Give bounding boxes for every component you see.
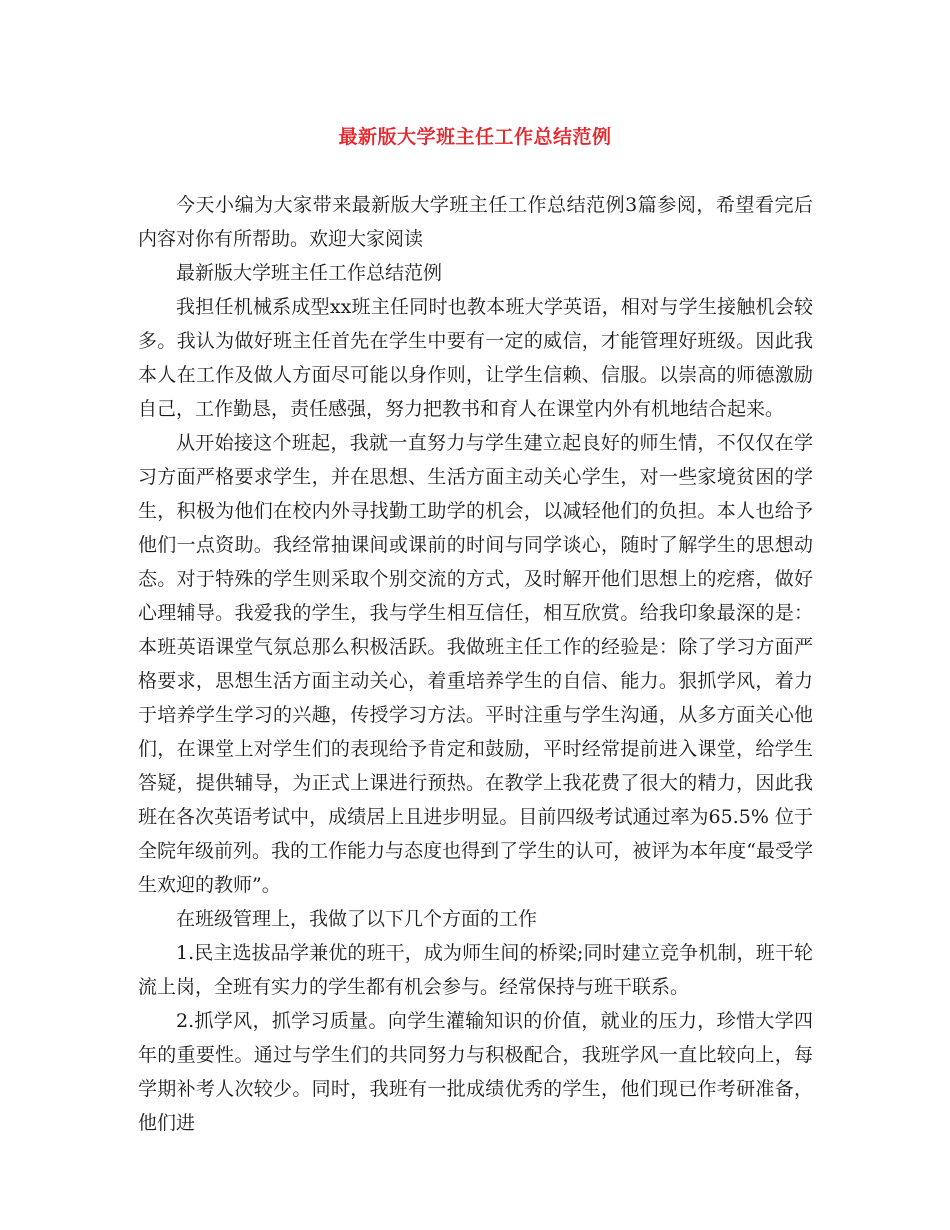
section-heading: 最新版大学班主任工作总结范例 (176, 262, 443, 284)
list-item-paragraph: 2.抓学风，抓学习质量。向学生灌输知识的价值，就业的压力，珍惜大学四年的重要性。通过与学生们的共同努力与积极配合，我班学风一直比较向上，每学期补考人次较少。同时，我班有一批成绩优秀的学生，他们现已作考研准备，他们进 (138, 1010, 813, 1134)
body-paragraph: 从开始接这个班起，我就一直努力与学生建立起良好的师生情，不仅仅在学习方面严格要求学生，并在思想、生活方面主动关心学生，对一些家境贫困的学生，积极为他们在校内外寻找勤工助学的机会，以减轻他们的负担。本人也给予他们一点资助。我经常抽课间或课前的时间与同学谈心，随时了解学生的思想动态。对于特殊的学生则采取个别交流的方式，及时解开他们思想上的疙瘩，做好心理辅导。我爱我的学生，我与学生相互信任，相互欣赏。给我印象最深的是：本班英语课堂气氛总那么积极活跃。我做班主任工作的经验是：除了学习方面严格要求，思想生活方面主动关心，着重培养学生的自信、能力。狠抓学风，着力于培养学生学习的兴趣，传授学习方法。平时注重与学生沟通，从多方面关心他们，在课堂上对学生们的表现给予肯定和鼓励，平时经常提前进入课堂，给学生答疑，提供辅导，为正式上课进行预热。在教学上我花费了很大的精力，因此我班在各次英语考试中，成绩居上且进步明显。目前四级考试通过率为65.5% 位于全院年级前列。我的工作能力与态度也得到了学生的认可，被评为本年度“最受学生欢迎的教师”。 (138, 432, 813, 896)
body-paragraph: 我担任机械系成型xx班主任同时也教本班大学英语，相对与学生接触机会较多。我认为做好班主任首先在学生中要有一定的威信，才能管理好班级。因此我本人在工作及做人方面尽可能以身作则，让学生信赖、信服。以崇高的师德激励自己，工作勤恳，责任感强，努力把教书和育人在课堂内外有机地结合起来。 (138, 296, 813, 420)
body-paragraph: 在班级管理上，我做了以下几个方面的工作 (176, 908, 538, 930)
intro-paragraph: 今天小编为大家带来最新版大学班主任工作总结范例3篇参阅，希望看完后内容对你有所帮助。欢迎大家阅读 (138, 194, 813, 250)
document-body (138, 188, 813, 1140)
list-item-paragraph: 1.民主选拔品学兼优的班干，成为师生间的桥梁;同时建立竞争机制，班干轮流上岗，全班有实力的学生都有机会参与。经常保持与班干联系。 (138, 942, 813, 998)
document-title: 最新版大学班主任工作总结范例 (338, 126, 612, 148)
